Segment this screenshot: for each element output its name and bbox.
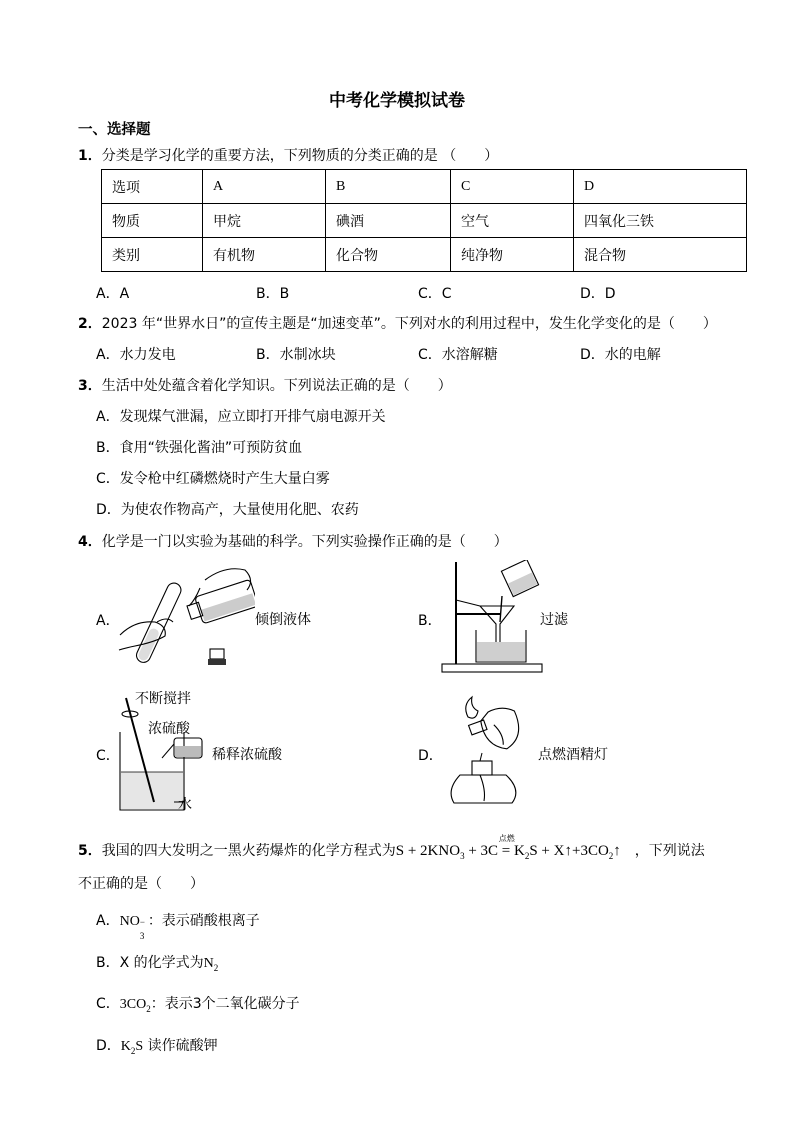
classification-table: [101, 169, 747, 272]
section-heading: 一、选择题: [78, 122, 151, 138]
label-water: 水: [178, 797, 192, 813]
question-2: [78, 313, 717, 333]
caption-b: 过滤: [540, 612, 568, 628]
option-c[interactable]: C．C: [418, 286, 452, 302]
equation-rhs-end: ↑: [613, 843, 621, 859]
table-cell: 空气: [451, 204, 574, 238]
equation-lhs-end: + 3C: [464, 843, 499, 859]
question-5: [78, 834, 705, 861]
caption-c: 稀释浓硫酸: [212, 747, 282, 763]
option-letter: D．: [96, 1038, 121, 1054]
table-cell: 类别: [102, 238, 203, 272]
option-c[interactable]: C．: [96, 748, 120, 764]
reaction-condition: [498, 834, 515, 860]
option-a[interactable]: A．A: [96, 286, 130, 302]
formula-sub: 3: [139, 931, 145, 941]
question-4: [78, 531, 508, 551]
option-b[interactable]: B．食用“铁强化酱油”可预防贫血: [96, 440, 303, 456]
question-3: [78, 375, 452, 395]
question-number: 2．: [78, 316, 102, 332]
table-row: [102, 204, 747, 238]
table-cell: 混合物: [574, 238, 747, 272]
question-text: 我国的四大发明之一黑火药爆炸的化学方程式为: [101, 843, 396, 859]
formula: N: [203, 956, 214, 971]
table-cell: 物质: [102, 204, 203, 238]
option-b[interactable]: B．: [418, 613, 442, 629]
question-text: 2023 年“世界水日”的宣传主题是“加速变革”。下列对水的利用过程中，发生化学变化的是（ ）: [101, 316, 717, 332]
formula-sub: 2: [146, 1003, 151, 1014]
option-d[interactable]: D．D: [580, 286, 616, 302]
question-text-after: ，下列说法: [634, 843, 705, 859]
equation-lhs: S + 2KNO: [395, 843, 461, 859]
formula: K: [120, 1039, 131, 1054]
table-row: [102, 170, 747, 204]
table-cell: C: [451, 170, 574, 204]
label-acid: 浓硫酸: [148, 721, 190, 737]
caption-d: 点燃酒精灯: [538, 747, 608, 763]
question-number: 4．: [78, 534, 102, 550]
question-text: 生活中处处蕴含着化学知识。下列说法正确的是（ ）: [101, 378, 452, 394]
question-number: 3．: [78, 378, 102, 394]
option-d[interactable]: D．为使农作物高产，大量使用化肥、农药: [96, 502, 359, 518]
option-d[interactable]: D．: [418, 748, 443, 764]
equation-rhs-mid: S + X↑+3CO: [529, 843, 609, 859]
formula-sup: −: [139, 917, 145, 927]
option-d[interactable]: D．水的电解: [580, 347, 661, 363]
option-b[interactable]: [96, 952, 218, 973]
label-stir: 不断搅拌: [135, 691, 191, 707]
table-cell: D: [574, 170, 747, 204]
option-text: ：表示3个二氧化碳分子: [150, 996, 300, 1012]
option-text: ：表示硝酸根离子: [147, 913, 260, 929]
table-row: [102, 238, 747, 272]
question-text-line2: 不正确的是（ ）: [78, 876, 204, 892]
question-text: 分类是学习化学的重要方法，下列物质的分类正确的是 （ ）: [101, 148, 499, 164]
equation-sub: 3: [460, 851, 465, 861]
table-cell: 碘酒: [326, 204, 451, 238]
question-text: 化学是一门以实验为基础的科学。下列实验操作正确的是（ ）: [101, 534, 508, 550]
filtration-diagram: [440, 560, 545, 675]
option-text: 读作硫酸钾: [143, 1038, 218, 1054]
table-cell: 四氧化三铁: [574, 204, 747, 238]
option-letter: B．: [96, 955, 120, 971]
option-b[interactable]: B．水制冰块: [256, 347, 336, 363]
option-text: X 的化学式为: [119, 955, 204, 971]
option-a[interactable]: A．发现煤气泄漏，应立即打开排气扇电源开关: [96, 409, 386, 425]
option-letter: C．: [96, 996, 120, 1012]
page-title: 中考化学模拟试卷: [329, 91, 465, 111]
equation-sub: 2: [608, 851, 614, 861]
caption-a: 倾倒液体: [255, 612, 311, 628]
option-a[interactable]: A．水力发电: [96, 347, 176, 363]
formula: 3CO: [119, 997, 147, 1012]
formula-sub: 2: [213, 962, 219, 973]
option-letter: A．: [96, 913, 120, 929]
option-b[interactable]: B．B: [256, 286, 290, 302]
question-1: [78, 145, 498, 165]
table-cell: 化合物: [326, 238, 451, 272]
option-c[interactable]: C．发令枪中红磷燃烧时产生大量白雾: [96, 471, 330, 487]
option-c[interactable]: C．水溶解糖: [418, 347, 498, 363]
option-d[interactable]: [96, 1035, 218, 1056]
equation-rhs: K: [514, 843, 525, 859]
table-cell: 有机物: [203, 238, 326, 272]
table-cell: B: [326, 170, 451, 204]
equation-sub: 2: [524, 851, 530, 861]
equals-sign: =: [501, 843, 511, 859]
question-number: 5．: [78, 843, 102, 859]
table-cell: 选项: [102, 170, 203, 204]
alcohol-lamp-diagram: [440, 695, 540, 810]
formula: S: [135, 1039, 144, 1054]
formula-sub: 2: [130, 1045, 136, 1056]
table-cell: A: [203, 170, 326, 204]
formula-text: NO: [119, 914, 140, 929]
option-c[interactable]: [96, 993, 300, 1014]
option-a[interactable]: [96, 910, 260, 941]
formula: [119, 914, 148, 941]
pouring-liquid-diagram: [115, 560, 255, 672]
question-number: 1．: [78, 148, 102, 164]
chemical-equation: [395, 834, 621, 861]
option-a[interactable]: A．: [96, 613, 120, 629]
condition-label: 点燃: [498, 834, 515, 843]
table-cell: 甲烷: [203, 204, 326, 238]
table-cell: 纯净物: [451, 238, 574, 272]
dilution-diagram: [112, 690, 212, 815]
